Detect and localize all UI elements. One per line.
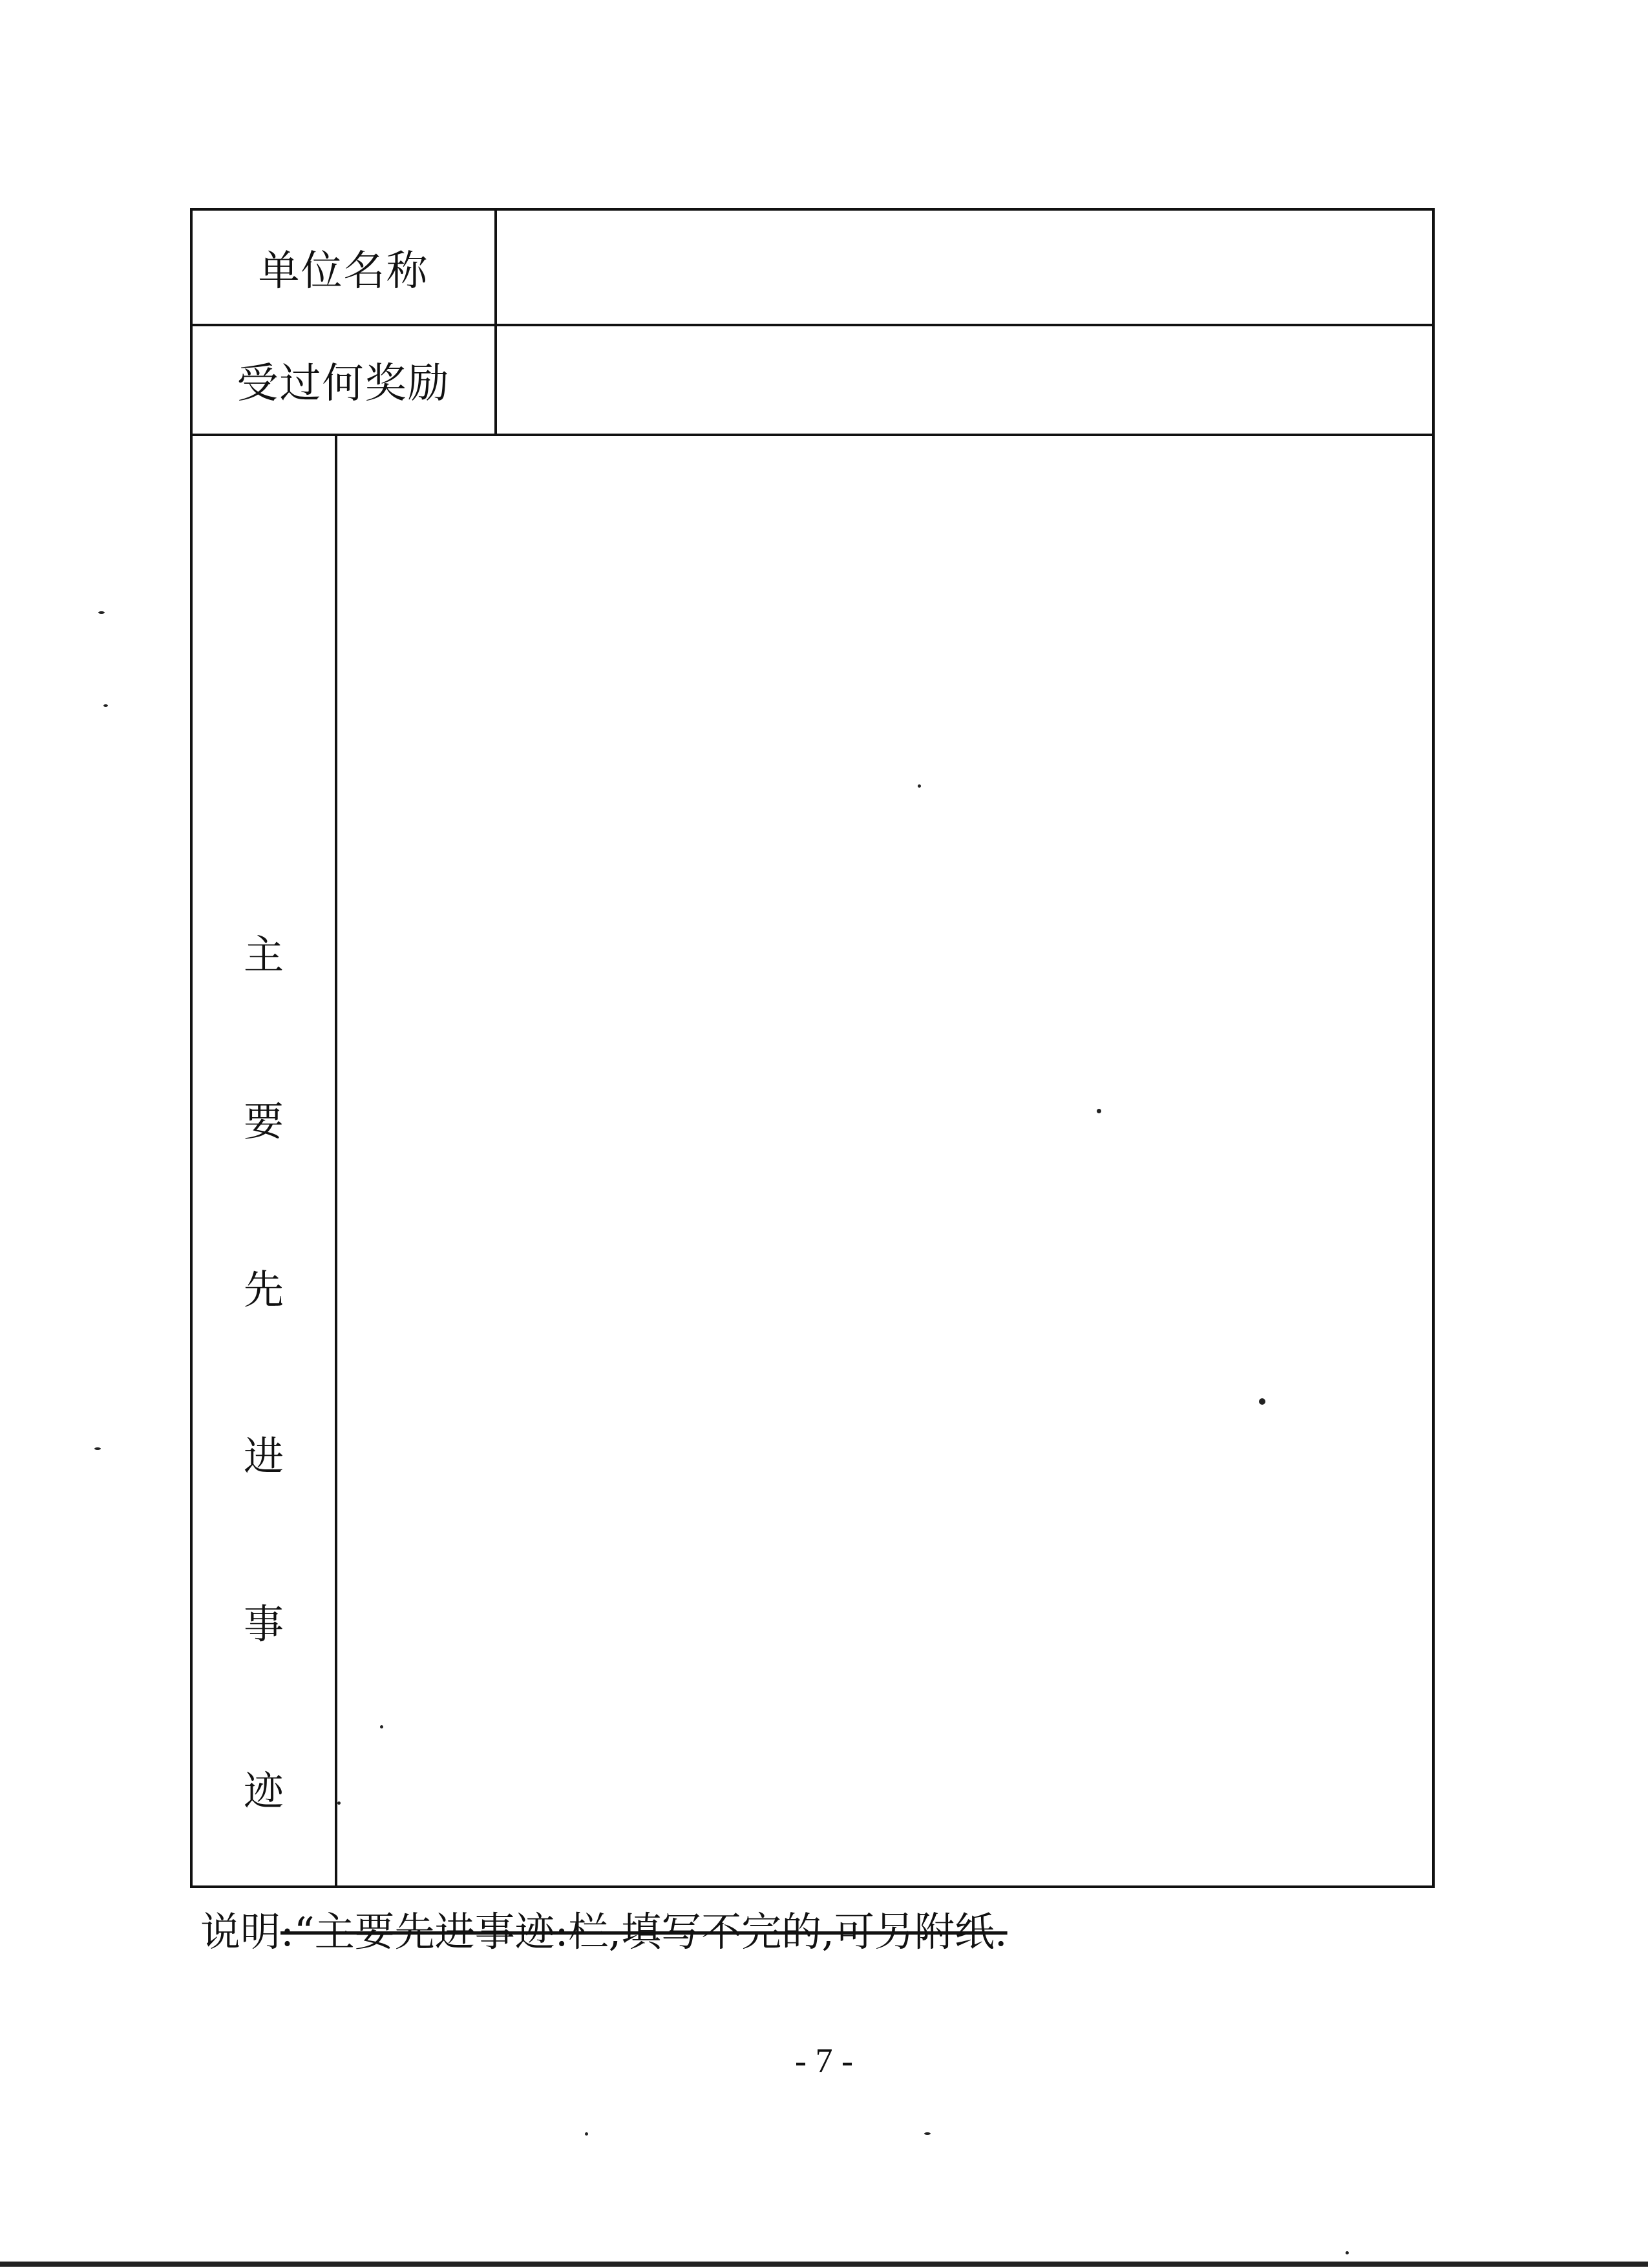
main-deeds-label-char: 事 (243, 1601, 284, 1648)
note-line (200, 1906, 1008, 1958)
nomination-form-table (190, 208, 1435, 1888)
main-deeds-label (193, 435, 335, 1885)
scan-speck (380, 1725, 383, 1728)
unit-name-label: 单位名称 (258, 247, 429, 295)
main-deeds-label-char: 迹 (243, 1767, 284, 1814)
unit-name-field[interactable] (497, 211, 1432, 324)
scan-speck (1097, 1109, 1101, 1113)
scan-speck (1259, 1398, 1265, 1405)
scan-speck (585, 2132, 588, 2136)
main-deeds-label-char: 进 (243, 1433, 284, 1480)
main-deeds-label-char: 先 (243, 1266, 284, 1313)
awards-field[interactable] (497, 326, 1432, 434)
scan-speck (1346, 2251, 1349, 2254)
scan-speck (103, 704, 108, 707)
scan-speck (337, 1801, 341, 1805)
scan-speck (924, 2132, 931, 2135)
scan-speck (918, 784, 921, 788)
scan-speck (94, 1447, 101, 1450)
awards-label: 受过何奖励 (237, 360, 450, 408)
page-number: - 7 - (795, 2041, 853, 2080)
note-prefix: 说明 (200, 1908, 281, 1955)
note-struck-text: :“主要先进事迹:栏,填写不完的,可另附纸. (280, 1908, 1008, 1955)
main-deeds-field[interactable] (337, 436, 1432, 1885)
scan-bottom-edge (0, 2262, 1648, 2267)
main-deeds-label-char: 要 (243, 1098, 284, 1145)
main-deeds-label-char: 主 (243, 931, 284, 978)
scan-speck (98, 611, 105, 614)
